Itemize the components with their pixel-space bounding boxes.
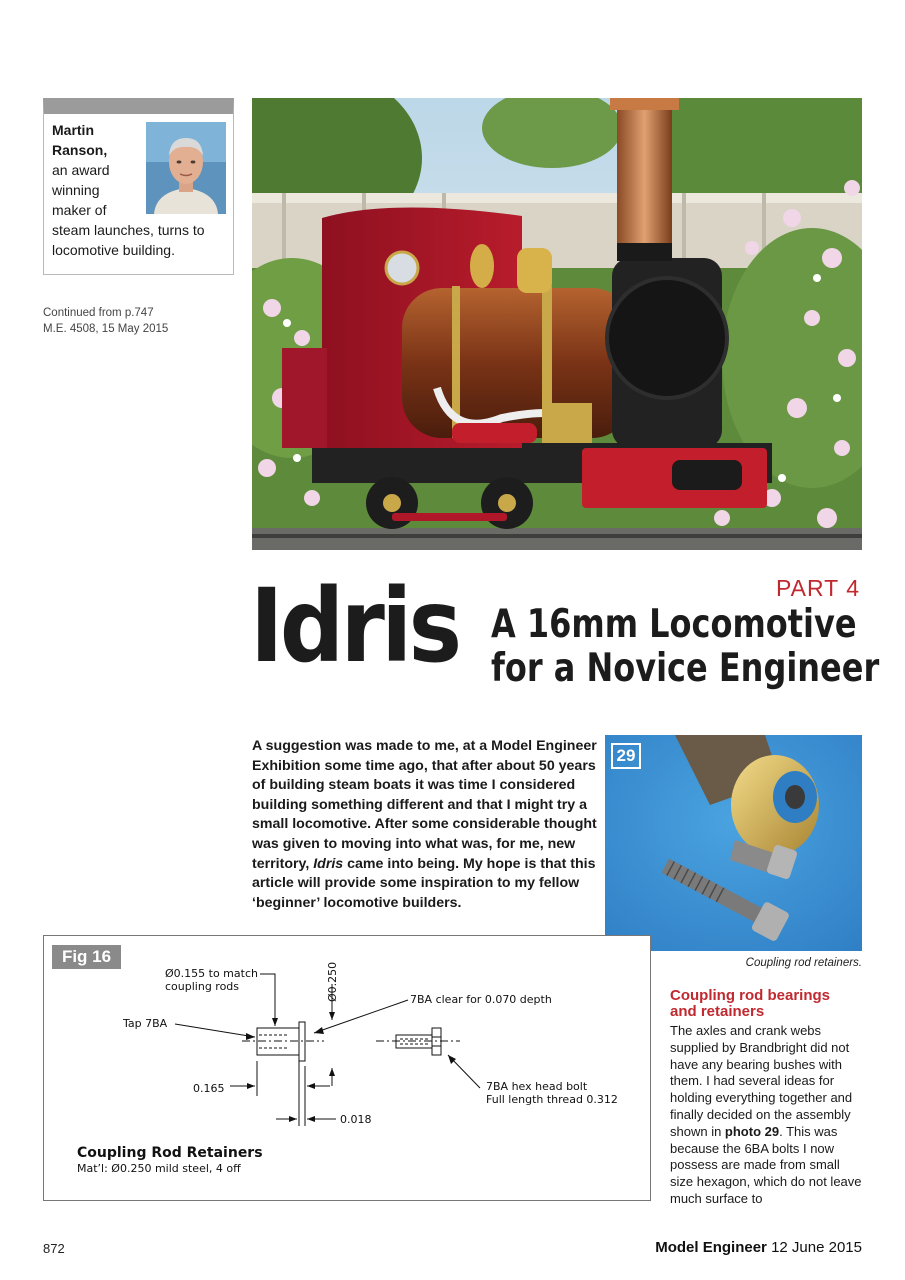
article-title: Idris [250, 567, 459, 686]
section-heading: Coupling rod bearings and retainers [670, 987, 830, 1020]
author-name: Martin Ranson, [52, 122, 108, 158]
continued-from: Continued from p.747 [43, 307, 154, 319]
footer-magazine [655, 1239, 862, 1256]
subtitle-line-2: for a Novice Engineer [491, 646, 880, 691]
author-photo [146, 122, 226, 214]
intro-text-b: came into being. My hope is that this article will provide some inspiration to my fellow ‘beginner’ locomotive builders. [252, 855, 596, 911]
section-body-b: . This was because the 6BA bolts I now possess are made from small size hexagon, which do not leave much surface to [670, 1123, 862, 1206]
annotation-dia-155 [165, 967, 261, 993]
continued-issue: M.E. 4508, 15 May 2015 [43, 323, 169, 335]
author-box [43, 98, 234, 275]
photo-29-caption: Coupling rod retainers. [745, 957, 862, 969]
section-body-bold: photo 29 [724, 1123, 780, 1139]
photo-number-badge: 29 [611, 743, 641, 769]
figure-material: Mat’l: Ø0.250 mild steel, 4 off [77, 1162, 241, 1175]
subtitle-line-1: A 16mm Locomotive [491, 602, 857, 647]
annotation-7ba-clear: 7BA clear for 0.070 depth [410, 993, 552, 1006]
author-desc-b: steam launches, turns to locomotive building. [52, 222, 205, 258]
annotation-dia-155-line1: Ø0.155 to match [165, 967, 258, 980]
intro-text-a: A suggestion was made to me, at a Model Engineer Exhibition some time ago, that after about 50 years of building steam boats it was time I considered building something different and that I might try a small locomotive. After some considerable thought was given to moving into what was, for me, new territory, [252, 738, 597, 872]
intro-paragraph [252, 737, 597, 913]
annotation-0018: 0.018 [340, 1113, 372, 1126]
author-desc-a: an award winning maker of [52, 162, 110, 218]
issue-date: 12 June 2015 [771, 1239, 862, 1256]
magazine-name: Model Engineer [655, 1239, 767, 1256]
annotation-bolt-line2: Full length thread 0.312 [486, 1093, 618, 1106]
annotation-tap-7ba: Tap 7BA [123, 1017, 168, 1030]
continued-note [43, 305, 168, 337]
locomotive-photo [252, 98, 862, 550]
section-body-a: The axles and crank webs supplied by Brandbright did not have any bearing bushes with them. I had several ideas for holding everything together and finally decided on the assembly shown in [670, 1023, 853, 1139]
figure-title: Coupling Rod Retainers [77, 1145, 263, 1161]
annotation-dia-155-line2: coupling rods [165, 980, 240, 993]
part-label: PART 4 [776, 575, 860, 601]
photo-29 [605, 735, 862, 951]
annotation-0165: 0.165 [193, 1082, 225, 1095]
intro-italic: Idris [313, 855, 344, 872]
figure-label: Fig 16 [52, 945, 121, 969]
section-body [670, 1023, 865, 1208]
annotation-bolt [486, 1080, 618, 1106]
annotation-dia-250: Ø0.250 [326, 961, 339, 1002]
article-subtitle [491, 603, 879, 691]
annotation-bolt-line1: 7BA hex head bolt [486, 1080, 588, 1093]
page-number: 872 [43, 1241, 65, 1256]
